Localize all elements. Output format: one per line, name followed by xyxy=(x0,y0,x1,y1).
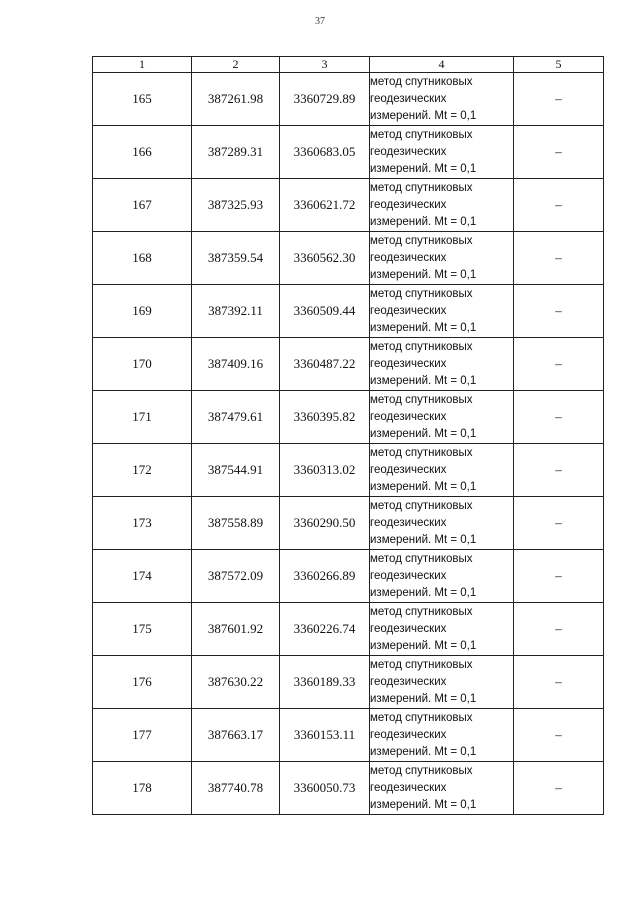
point-number-cell: 166 xyxy=(93,126,192,179)
point-number-cell: 174 xyxy=(93,550,192,603)
point-number-cell: 170 xyxy=(93,338,192,391)
method-cell: метод спутниковых геодезических измерений. Mt = 0,1 xyxy=(370,603,514,656)
point-number-cell: 171 xyxy=(93,391,192,444)
point-number-cell: 168 xyxy=(93,232,192,285)
method-cell: метод спутниковых геодезических измерений. Mt = 0,1 xyxy=(370,391,514,444)
note-cell: – xyxy=(514,497,604,550)
table-row xyxy=(93,391,604,444)
table-row xyxy=(93,338,604,391)
table-row xyxy=(93,497,604,550)
table-row xyxy=(93,179,604,232)
method-cell: метод спутниковых геодезических измерений. Mt = 0,1 xyxy=(370,232,514,285)
table-row xyxy=(93,232,604,285)
y-coordinate-cell: 3360226.74 xyxy=(280,603,370,656)
y-coordinate-cell: 3360621.72 xyxy=(280,179,370,232)
point-number-cell: 165 xyxy=(93,73,192,126)
x-coordinate-cell: 387663.17 xyxy=(192,709,280,762)
y-coordinate-cell: 3360266.89 xyxy=(280,550,370,603)
note-cell: – xyxy=(514,603,604,656)
note-cell: – xyxy=(514,444,604,497)
x-coordinate-cell: 387558.89 xyxy=(192,497,280,550)
table-row xyxy=(93,126,604,179)
method-cell: метод спутниковых геодезических измерений. Mt = 0,1 xyxy=(370,709,514,762)
table-row xyxy=(93,762,604,815)
note-cell: – xyxy=(514,232,604,285)
column-header: 1 xyxy=(93,57,192,73)
method-cell: метод спутниковых геодезических измерений. Mt = 0,1 xyxy=(370,550,514,603)
method-cell: метод спутниковых геодезических измерений. Mt = 0,1 xyxy=(370,338,514,391)
table-row xyxy=(93,709,604,762)
note-cell: – xyxy=(514,179,604,232)
column-header: 2 xyxy=(192,57,280,73)
method-cell: метод спутниковых геодезических измерений. Mt = 0,1 xyxy=(370,126,514,179)
method-cell: метод спутниковых геодезических измерений. Mt = 0,1 xyxy=(370,762,514,815)
point-number-cell: 169 xyxy=(93,285,192,338)
note-cell: – xyxy=(514,550,604,603)
table-row xyxy=(93,550,604,603)
y-coordinate-cell: 3360153.11 xyxy=(280,709,370,762)
table-header-row xyxy=(93,57,604,73)
note-cell: – xyxy=(514,391,604,444)
x-coordinate-cell: 387630.22 xyxy=(192,656,280,709)
point-number-cell: 177 xyxy=(93,709,192,762)
y-coordinate-cell: 3360050.73 xyxy=(280,762,370,815)
note-cell: – xyxy=(514,285,604,338)
coordinates-table xyxy=(92,56,604,815)
x-coordinate-cell: 387544.91 xyxy=(192,444,280,497)
x-coordinate-cell: 387325.93 xyxy=(192,179,280,232)
table-row xyxy=(93,285,604,338)
point-number-cell: 173 xyxy=(93,497,192,550)
x-coordinate-cell: 387479.61 xyxy=(192,391,280,444)
note-cell: – xyxy=(514,762,604,815)
y-coordinate-cell: 3360313.02 xyxy=(280,444,370,497)
page-number: 37 xyxy=(315,16,325,27)
y-coordinate-cell: 3360487.22 xyxy=(280,338,370,391)
point-number-cell: 167 xyxy=(93,179,192,232)
note-cell: – xyxy=(514,656,604,709)
x-coordinate-cell: 387392.11 xyxy=(192,285,280,338)
note-cell: – xyxy=(514,338,604,391)
x-coordinate-cell: 387601.92 xyxy=(192,603,280,656)
x-coordinate-cell: 387289.31 xyxy=(192,126,280,179)
point-number-cell: 176 xyxy=(93,656,192,709)
column-header: 3 xyxy=(280,57,370,73)
y-coordinate-cell: 3360189.33 xyxy=(280,656,370,709)
method-cell: метод спутниковых геодезических измерений. Mt = 0,1 xyxy=(370,444,514,497)
x-coordinate-cell: 387261.98 xyxy=(192,73,280,126)
method-cell: метод спутниковых геодезических измерений. Mt = 0,1 xyxy=(370,656,514,709)
point-number-cell: 175 xyxy=(93,603,192,656)
y-coordinate-cell: 3360395.82 xyxy=(280,391,370,444)
point-number-cell: 172 xyxy=(93,444,192,497)
y-coordinate-cell: 3360509.44 xyxy=(280,285,370,338)
table-row xyxy=(93,656,604,709)
method-cell: метод спутниковых геодезических измерений. Mt = 0,1 xyxy=(370,179,514,232)
note-cell: – xyxy=(514,126,604,179)
method-cell: метод спутниковых геодезических измерений. Mt = 0,1 xyxy=(370,73,514,126)
table-row xyxy=(93,603,604,656)
note-cell: – xyxy=(514,709,604,762)
table-row xyxy=(93,444,604,497)
x-coordinate-cell: 387359.54 xyxy=(192,232,280,285)
method-cell: метод спутниковых геодезических измерений. Mt = 0,1 xyxy=(370,497,514,550)
table-row xyxy=(93,73,604,126)
column-header: 4 xyxy=(370,57,514,73)
y-coordinate-cell: 3360729.89 xyxy=(280,73,370,126)
x-coordinate-cell: 387572.09 xyxy=(192,550,280,603)
method-cell: метод спутниковых геодезических измерений. Mt = 0,1 xyxy=(370,285,514,338)
x-coordinate-cell: 387409.16 xyxy=(192,338,280,391)
y-coordinate-cell: 3360290.50 xyxy=(280,497,370,550)
y-coordinate-cell: 3360562.30 xyxy=(280,232,370,285)
y-coordinate-cell: 3360683.05 xyxy=(280,126,370,179)
point-number-cell: 178 xyxy=(93,762,192,815)
x-coordinate-cell: 387740.78 xyxy=(192,762,280,815)
column-header: 5 xyxy=(514,57,604,73)
note-cell: – xyxy=(514,73,604,126)
